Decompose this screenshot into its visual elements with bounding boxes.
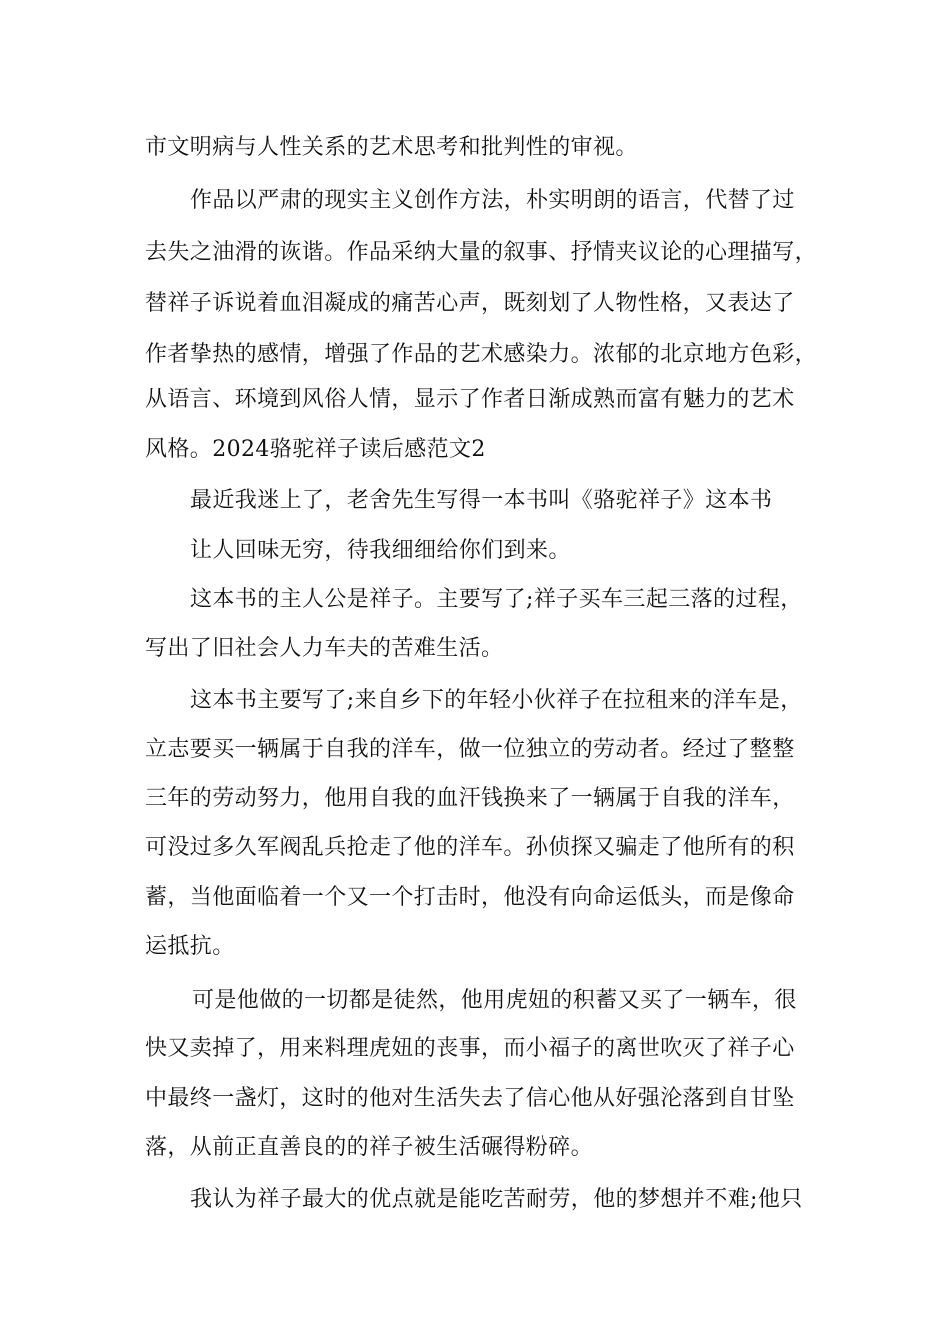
text-line: 市文明病与人性关系的艺术思考和批判性的审视。 bbox=[145, 135, 638, 160]
text-line: 运抵抗。 bbox=[145, 934, 235, 959]
paragraph-start-line: 最近我迷上了，老舍先生写得一本书叫《骆驼祥子》这本书 bbox=[190, 488, 773, 513]
text-line: 快又卖掉了，用来料理虎妞的丧事，而小福子的离世吹灭了祥子心 bbox=[145, 1036, 795, 1061]
paragraph-start-line: 可是他做的一切都是徒然，他用虎妞的积蓄又买了一辆车，很 bbox=[192, 988, 797, 1013]
text-line: 可没过多久军阀乱兵抢走了他的洋车。孙侦探又骗走了他所有的积 bbox=[145, 835, 795, 860]
text-line: 立志要买一辆属于自我的洋车，做一位独立的劳动者。经过了整整 bbox=[145, 737, 795, 762]
paragraph-start-line: 作品以严肃的现实主义创作方法，朴实明朗的语言，代替了过 bbox=[190, 188, 795, 213]
text-line: 落，从前正直善良的的祥子被生活碾得粉碎。 bbox=[145, 1135, 594, 1160]
text-line: 去失之油滑的诙谐。作品采纳大量的叙事、抒情夹议论的心理描写， bbox=[145, 240, 818, 265]
text-line: 蓄，当他面临着一个又一个打击时，他没有向命运低头，而是像命 bbox=[145, 885, 795, 910]
text-line: 让人回味无穷，待我细细给你们到来。 bbox=[190, 538, 571, 563]
paragraph-start-line: 我认为祥子最大的优点就是能吃苦耐劳，他的梦想并不难;他只 bbox=[190, 1187, 803, 1212]
text-line: 中最终一盏灯，这时的他对生活失去了信心他从好强沦落到自甘坠 bbox=[145, 1086, 795, 1111]
text-line: 作者挚热的感情，增强了作品的艺术感染力。浓郁的北京地方色彩， bbox=[145, 342, 818, 367]
paragraph-start-line: 这本书的主人公是祥子。主要写了;祥子买车三起三落的过程， bbox=[190, 587, 803, 612]
text-line: 写出了旧社会人力车夫的苦难生活。 bbox=[145, 636, 504, 661]
paragraph-start-line: 这本书主要写了;来自乡下的年轻小伙祥子在拉租来的洋车是， bbox=[190, 688, 803, 713]
text-line: 从语言、环境到风俗人情，显示了作者日渐成熟而富有魅力的艺术 bbox=[145, 387, 795, 412]
text-line: 风格。2024骆驼祥子读后感范文2 bbox=[145, 437, 486, 462]
text-line: 替祥子诉说着血泪凝成的痛苦心声，既刻划了人物性格，又表达了 bbox=[145, 291, 795, 316]
text-line: 三年的劳动努力，他用自我的血汗钱换来了一辆属于自我的洋车， bbox=[145, 786, 795, 811]
